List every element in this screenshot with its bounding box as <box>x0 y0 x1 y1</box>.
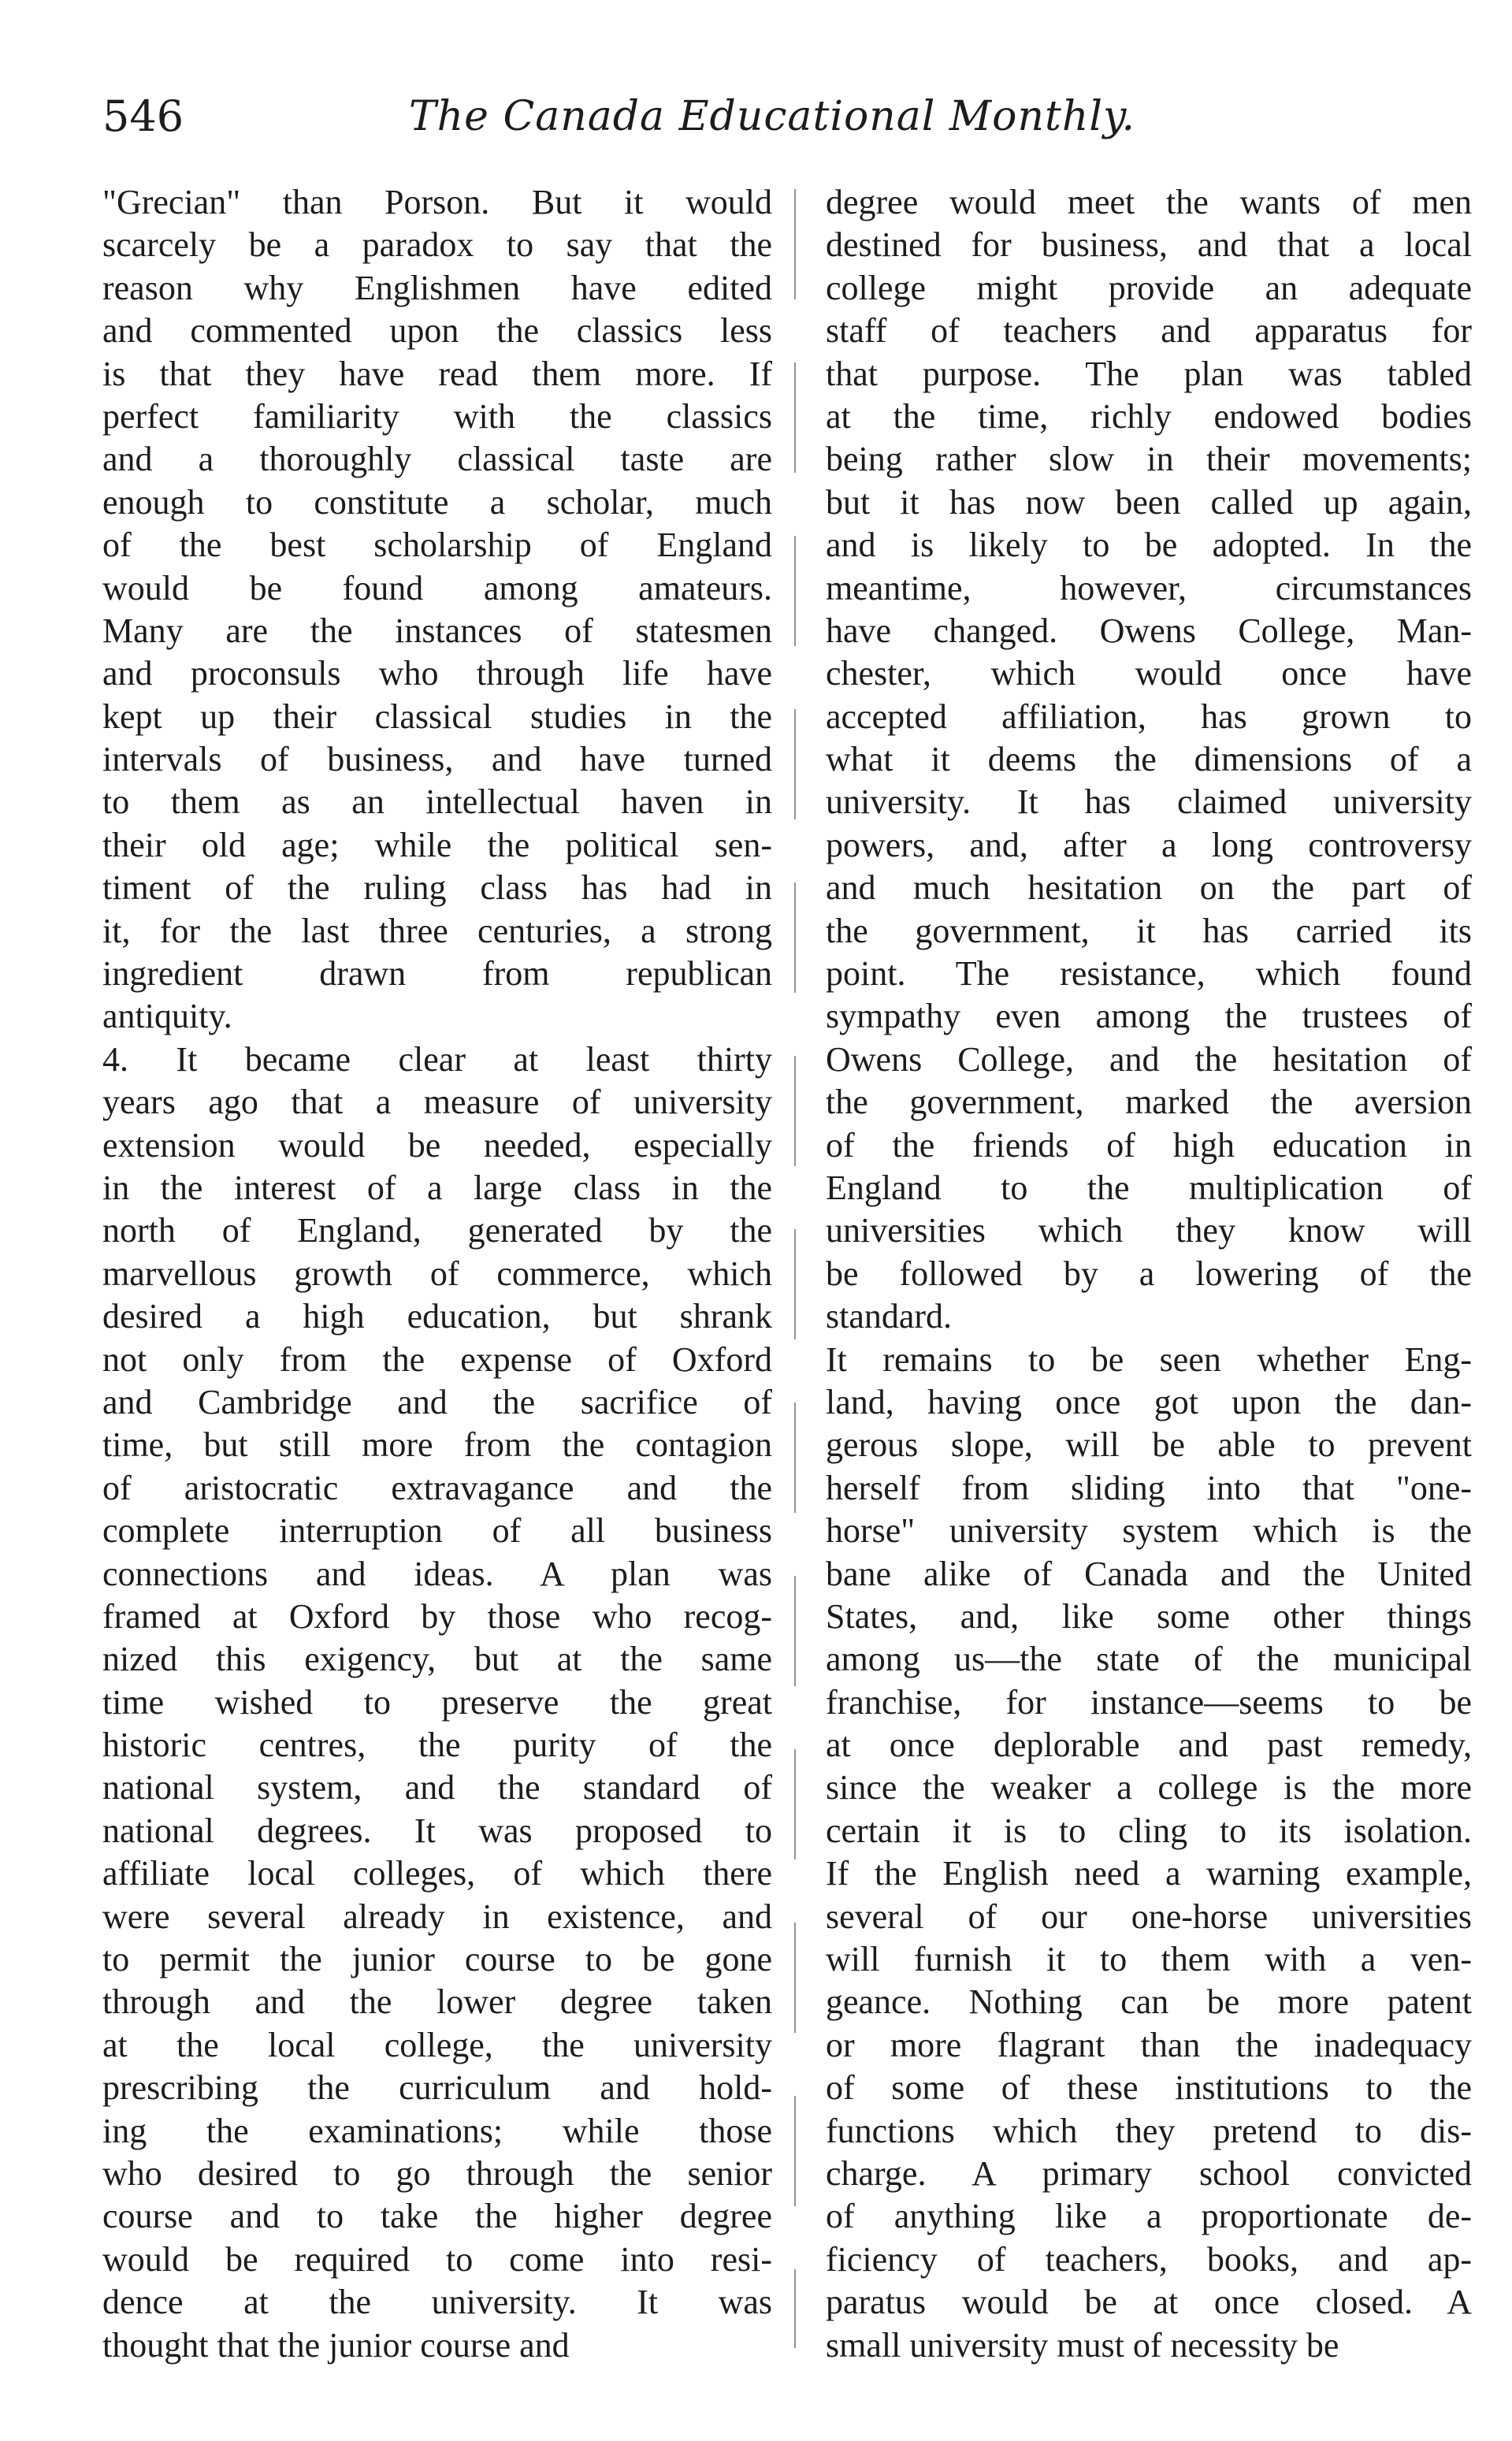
text-line: perfect familiarity with the classics <box>102 396 772 436</box>
text-line: what it deems the dimensions of a <box>826 740 1472 779</box>
text-line: at once deplorable and past remedy, <box>826 1726 1472 1765</box>
text-line: small university must of necessity be <box>826 2325 1339 2365</box>
text-line: to them as an intellectual haven in <box>102 782 772 822</box>
text-line: at the local college, the university <box>102 2025 772 2064</box>
text-line: Owens College, and the hesitation of <box>826 1039 1472 1079</box>
text-line: marvellous growth of commerce, which <box>102 1254 772 1293</box>
text-line: of anything like a proportionate de- <box>826 2197 1472 2236</box>
text-line: at the time, richly endowed bodies <box>826 396 1472 436</box>
text-line: since the weaker a college is the more <box>826 1768 1472 1808</box>
text-line: have changed. Owens College, Man- <box>826 611 1472 650</box>
text-line: and Cambridge and the sacrifice of <box>102 1382 772 1421</box>
text-line: ing the examinations; while those <box>102 2111 772 2150</box>
text-line: gerous slope, will be able to prevent <box>826 1425 1472 1465</box>
text-line: to permit the junior course to be gone <box>102 1940 772 1979</box>
text-line: years ago that a measure of university <box>102 1083 772 1122</box>
text-line: ingredient drawn from republican <box>102 954 772 994</box>
text-line: course and to take the higher degree <box>102 2197 772 2236</box>
text-line: the government, it has carried its <box>826 911 1472 950</box>
text-line: among us—the state of the municipal <box>826 1640 1472 1679</box>
text-line: universities which they know will <box>826 1211 1472 1250</box>
text-line: and proconsuls who through life have <box>102 654 772 693</box>
text-line: If the English need a warning example, <box>826 1854 1472 1893</box>
text-line: complete interruption of all business <box>102 1511 772 1551</box>
text-line: that purpose. The plan was tabled <box>826 354 1472 393</box>
text-line: Many are the instances of statesmen <box>102 611 772 650</box>
text-line: kept up their classical studies in the <box>102 697 772 736</box>
text-line: accepted affiliation, has grown to <box>826 697 1472 736</box>
text-line: several of our one-horse universities <box>826 1897 1472 1936</box>
text-line: and is likely to be adopted. In the <box>826 526 1472 565</box>
text-line: sympathy even among the trustees of <box>826 997 1472 1036</box>
text-line: the government, marked the aversion <box>826 1083 1472 1122</box>
running-head <box>95 85 1450 148</box>
text-line: would be required to come into resi- <box>102 2239 772 2279</box>
text-line: national degrees. It was proposed to <box>102 1811 772 1850</box>
text-line: England to the multiplication of <box>826 1168 1472 1207</box>
text-line: States, and, like some other things <box>826 1596 1472 1636</box>
text-line: herself from sliding into that "one- <box>826 1468 1472 1507</box>
text-line: standard. <box>826 1297 953 1336</box>
text-line: north of England, generated by the <box>102 1211 772 1250</box>
text-line: be followed by a lowering of the <box>826 1254 1472 1293</box>
text-line: university. It has claimed university <box>826 782 1472 822</box>
text-line: is that they have read them more. If <box>102 354 772 393</box>
text-line: national system, and the standard of <box>102 1768 772 1808</box>
text-line: connections and ideas. A plan was <box>102 1554 772 1593</box>
text-line: college might provide an adequate <box>826 268 1472 307</box>
text-line: ficiency of teachers, books, and ap- <box>826 2239 1472 2279</box>
text-line: enough to constitute a scholar, much <box>102 482 772 522</box>
text-line: intervals of business, and have turned <box>102 740 772 779</box>
right-column <box>826 181 1472 2367</box>
text-line: meantime, however, circumstances <box>826 568 1472 607</box>
text-line: framed at Oxford by those who recog- <box>102 1596 772 1636</box>
text-line: 4. It became clear at least thirty <box>102 1039 772 1079</box>
text-line: horse" university system which is the <box>826 1511 1472 1551</box>
text-line: but it has now been called up again, <box>826 482 1472 522</box>
text-line: destined for business, and that a local <box>826 225 1472 265</box>
journal-title: The Canada Educational Monthly. <box>409 93 1135 140</box>
text-line: franchise, for instance—seems to be <box>826 1682 1472 1722</box>
text-line: chester, which would once have <box>826 654 1472 693</box>
column-divider <box>794 189 796 2348</box>
text-line: prescribing the curriculum and hold- <box>102 2068 772 2108</box>
text-line: of the friends of high education in <box>826 1125 1472 1165</box>
text-line: It remains to be seen whether Eng- <box>826 1339 1472 1379</box>
text-line: thought that the junior course and <box>102 2325 570 2365</box>
text-line: timent of the ruling class has had in <box>102 868 772 908</box>
text-line: staff of teachers and apparatus for <box>826 311 1472 351</box>
text-line: paratus would be at once closed. A <box>826 2283 1472 2322</box>
text-line: would be found among amateurs. <box>102 568 772 607</box>
text-line: point. The resistance, which found <box>826 954 1472 994</box>
text-line: certain it is to cling to its isolation. <box>826 1811 1472 1850</box>
text-line: through and the lower degree taken <box>102 1982 772 2022</box>
text-line: will furnish it to them with a ven- <box>826 1940 1472 1979</box>
text-line: were several already in existence, and <box>102 1897 772 1936</box>
page-number: 546 <box>102 91 184 141</box>
text-line: nized this exigency, but at the same <box>102 1640 772 1679</box>
text-line: desired a high education, but shrank <box>102 1297 772 1336</box>
text-line: historic centres, the purity of the <box>102 1726 772 1765</box>
text-line: geance. Nothing can be more patent <box>826 1982 1472 2022</box>
text-line: of aristocratic extravagance and the <box>102 1468 772 1507</box>
text-line: not only from the expense of Oxford <box>102 1339 772 1379</box>
left-column <box>102 181 772 2367</box>
text-line: powers, and, after a long controversy <box>826 825 1472 864</box>
text-line: it, for the last three centuries, a strong <box>102 911 772 950</box>
text-line: or more flagrant than the inadequacy <box>826 2025 1472 2064</box>
text-line: their old age; while the political sen- <box>102 825 772 864</box>
text-line: who desired to go through the senior <box>102 2153 772 2193</box>
text-line: being rather slow in their movements; <box>826 440 1472 479</box>
text-line: of some of these institutions to the <box>826 2068 1472 2108</box>
text-line: "Grecian" than Porson. But it would <box>102 183 772 221</box>
text-line: antiquity. <box>102 997 232 1036</box>
text-line: charge. A primary school convicted <box>826 2153 1472 2193</box>
text-line: bane alike of Canada and the United <box>826 1554 1472 1593</box>
text-line: scarcely be a paradox to say that the <box>102 225 772 265</box>
text-line: dence at the university. It was <box>102 2283 772 2322</box>
text-line: affiliate local colleges, of which there <box>102 1854 772 1893</box>
text-line: extension would be needed, especially <box>102 1125 772 1165</box>
text-line: in the interest of a large class in the <box>102 1168 772 1207</box>
text-line: and a thoroughly classical taste are <box>102 440 772 479</box>
text-line: of the best scholarship of England <box>102 526 772 565</box>
text-line: time wished to preserve the great <box>102 1682 772 1722</box>
text-line: functions which they pretend to dis- <box>826 2111 1472 2150</box>
text-line: land, having once got upon the dan- <box>826 1382 1472 1421</box>
text-line: and much hesitation on the part of <box>826 868 1472 908</box>
text-line: reason why Englishmen have edited <box>102 268 772 307</box>
text-line: and commented upon the classics less <box>102 311 772 351</box>
text-line: degree would meet the wants of men <box>826 183 1472 221</box>
text-line: time, but still more from the contagion <box>102 1425 772 1465</box>
